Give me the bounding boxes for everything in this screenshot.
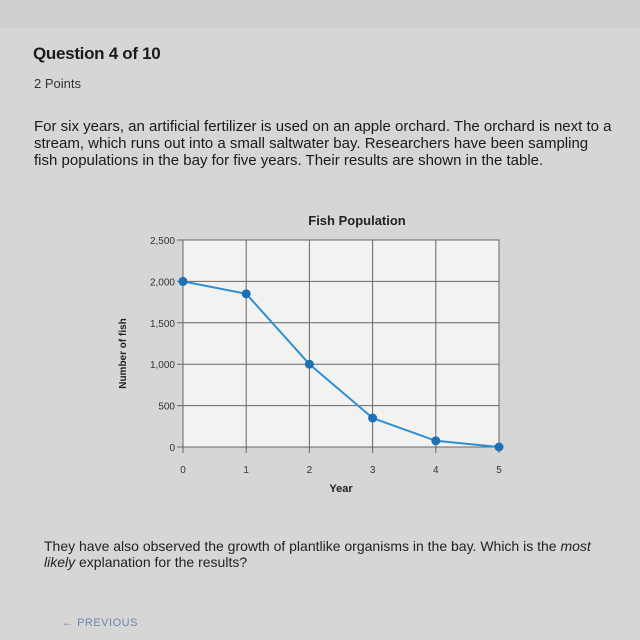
y-tick-label: 1,000 bbox=[149, 360, 175, 372]
data-point bbox=[179, 277, 188, 286]
question-text: For six years, an artificial fertilizer is used on an apple orchard. The orchard is next to a stream, which runs out into a small saltwater bay. Researchers have been sampling fish populations in the bay for five years. Their results are shown in the table. bbox=[34, 118, 612, 169]
data-point bbox=[368, 414, 377, 423]
y-tick-label: 2,000 bbox=[149, 277, 175, 289]
x-tick-label: 4 bbox=[433, 465, 439, 476]
chart-title: Fish Population bbox=[308, 213, 406, 228]
previous-button[interactable] bbox=[62, 617, 138, 629]
y-tick-label: 0 bbox=[169, 443, 175, 454]
data-point bbox=[242, 289, 251, 298]
y-tick-label: 2,500 bbox=[149, 236, 175, 247]
previous-label: PREVIOUS bbox=[77, 617, 138, 629]
question-title: Question 4 of 10 bbox=[33, 44, 161, 63]
question-points: 2 Points bbox=[34, 76, 81, 91]
plot-area bbox=[183, 240, 499, 447]
x-tick-label: 1 bbox=[243, 465, 249, 476]
x-tick-label: 3 bbox=[369, 465, 376, 476]
x-tick-label: 0 bbox=[180, 465, 186, 476]
data-point bbox=[431, 436, 440, 445]
followup-emphasis: most likely bbox=[44, 538, 591, 570]
followup-text-start: They have also observed the growth of plantlike organisms in the bay. Which is the bbox=[44, 538, 561, 554]
followup-question bbox=[44, 538, 604, 570]
x-axis-label: Year bbox=[329, 483, 353, 495]
arrow-left-icon: ← bbox=[62, 617, 74, 629]
data-point bbox=[495, 443, 504, 452]
x-tick-label: 5 bbox=[496, 465, 502, 476]
followup-text-end: explanation for the results? bbox=[75, 554, 248, 570]
y-axis-label: Number of fish bbox=[118, 318, 129, 389]
x-tick-label: 2 bbox=[306, 465, 313, 476]
y-tick-label: 500 bbox=[158, 401, 175, 413]
data-point bbox=[305, 360, 314, 369]
y-tick-label: 1,500 bbox=[149, 318, 175, 330]
